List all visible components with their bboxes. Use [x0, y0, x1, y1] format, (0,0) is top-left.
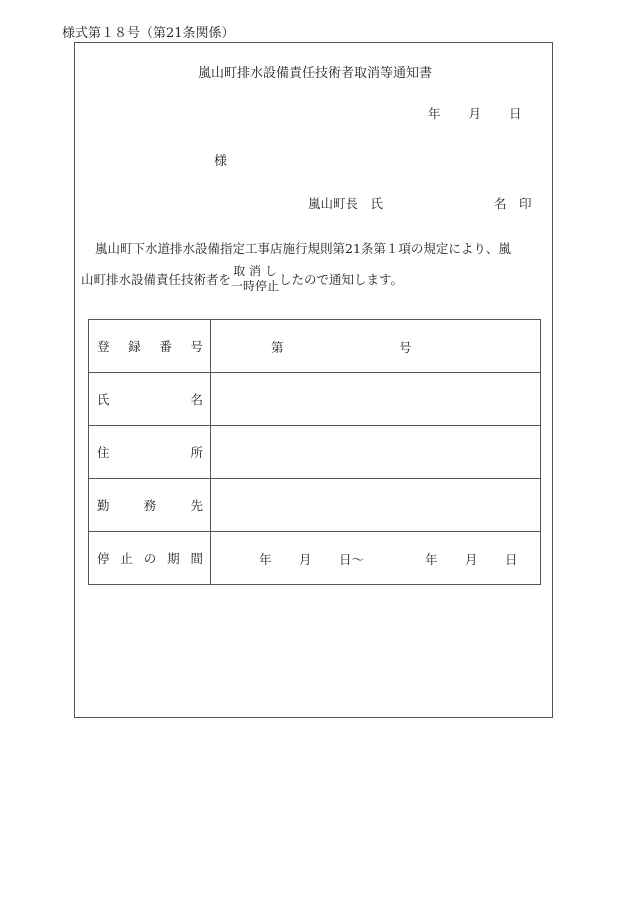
- period-start-month: 月: [299, 552, 312, 567]
- label-char: 登: [97, 339, 110, 354]
- addressee-honorific: 様: [214, 154, 228, 169]
- row-label-name: [89, 373, 211, 426]
- period-start-year: 年: [259, 552, 272, 567]
- label-char: 録: [128, 339, 141, 354]
- registration-suffix: 号: [399, 340, 412, 355]
- body-line2-suffix: したので通知します。: [279, 272, 404, 287]
- registration-table: [88, 319, 541, 585]
- sender-line: [308, 194, 532, 212]
- label-char: 務: [143, 498, 157, 513]
- date-month-label: 月: [468, 106, 482, 121]
- action-options: [231, 264, 279, 294]
- name-field[interactable]: [211, 373, 541, 426]
- table-row: [89, 426, 541, 479]
- label-char: 間: [190, 551, 203, 566]
- workplace-field[interactable]: [211, 479, 541, 532]
- label-char: 名: [190, 392, 203, 407]
- table-row: [89, 532, 541, 585]
- label-char: 所: [190, 445, 203, 460]
- row-label-address: [89, 426, 211, 479]
- body-line2-prefix: 山町排水設備責任技術者を: [81, 272, 232, 287]
- period-end-month: 月: [465, 552, 478, 567]
- date-year-label: 年: [428, 106, 441, 121]
- label-char: 期: [167, 551, 180, 566]
- suspension-period-field[interactable]: [211, 532, 541, 585]
- row-label-registration: [89, 320, 211, 373]
- address-field[interactable]: [211, 426, 541, 479]
- row-label-suspension-period: [89, 532, 211, 585]
- label-char: 番: [159, 339, 172, 354]
- period-end-year: 年: [425, 552, 438, 567]
- registration-number-field[interactable]: [211, 320, 541, 373]
- body-text-line1: 嵐山町下水道排水設備指定工事店施行規則第21条第１項の規定により、嵐: [95, 241, 511, 256]
- table-row: [89, 320, 541, 373]
- document-title: 嵐山町排水設備責任技術者取消等通知書: [197, 66, 432, 81]
- period-start-day: 日〜: [339, 552, 365, 567]
- sender-name-label: 名: [494, 196, 507, 211]
- date-day-label: 日: [509, 106, 522, 121]
- date-line: [428, 104, 522, 122]
- sender-name-line: 嵐山町長 氏: [308, 196, 384, 211]
- option-suspend: 一時停止: [231, 279, 280, 293]
- seal-mark: 印: [519, 196, 532, 211]
- sender-name-seal: [494, 194, 532, 212]
- table-row: [89, 373, 541, 426]
- label-char: 号: [190, 339, 203, 354]
- option-cancel: 取 消 し: [233, 264, 277, 278]
- registration-prefix: 第: [271, 340, 284, 355]
- label-char: 停: [97, 551, 110, 566]
- label-char: 氏: [97, 392, 110, 407]
- label-char: 先: [190, 498, 203, 513]
- form-number: 様式第１８号（第21条関係）: [62, 26, 235, 41]
- period-end-day: 日: [505, 552, 518, 567]
- label-char: 止: [120, 551, 133, 566]
- label-char: 住: [97, 445, 110, 460]
- label-char: の: [143, 551, 157, 566]
- table-row: [89, 479, 541, 532]
- body-text-line2: [81, 264, 403, 294]
- label-char: 勤: [97, 498, 110, 513]
- row-label-workplace: [89, 479, 211, 532]
